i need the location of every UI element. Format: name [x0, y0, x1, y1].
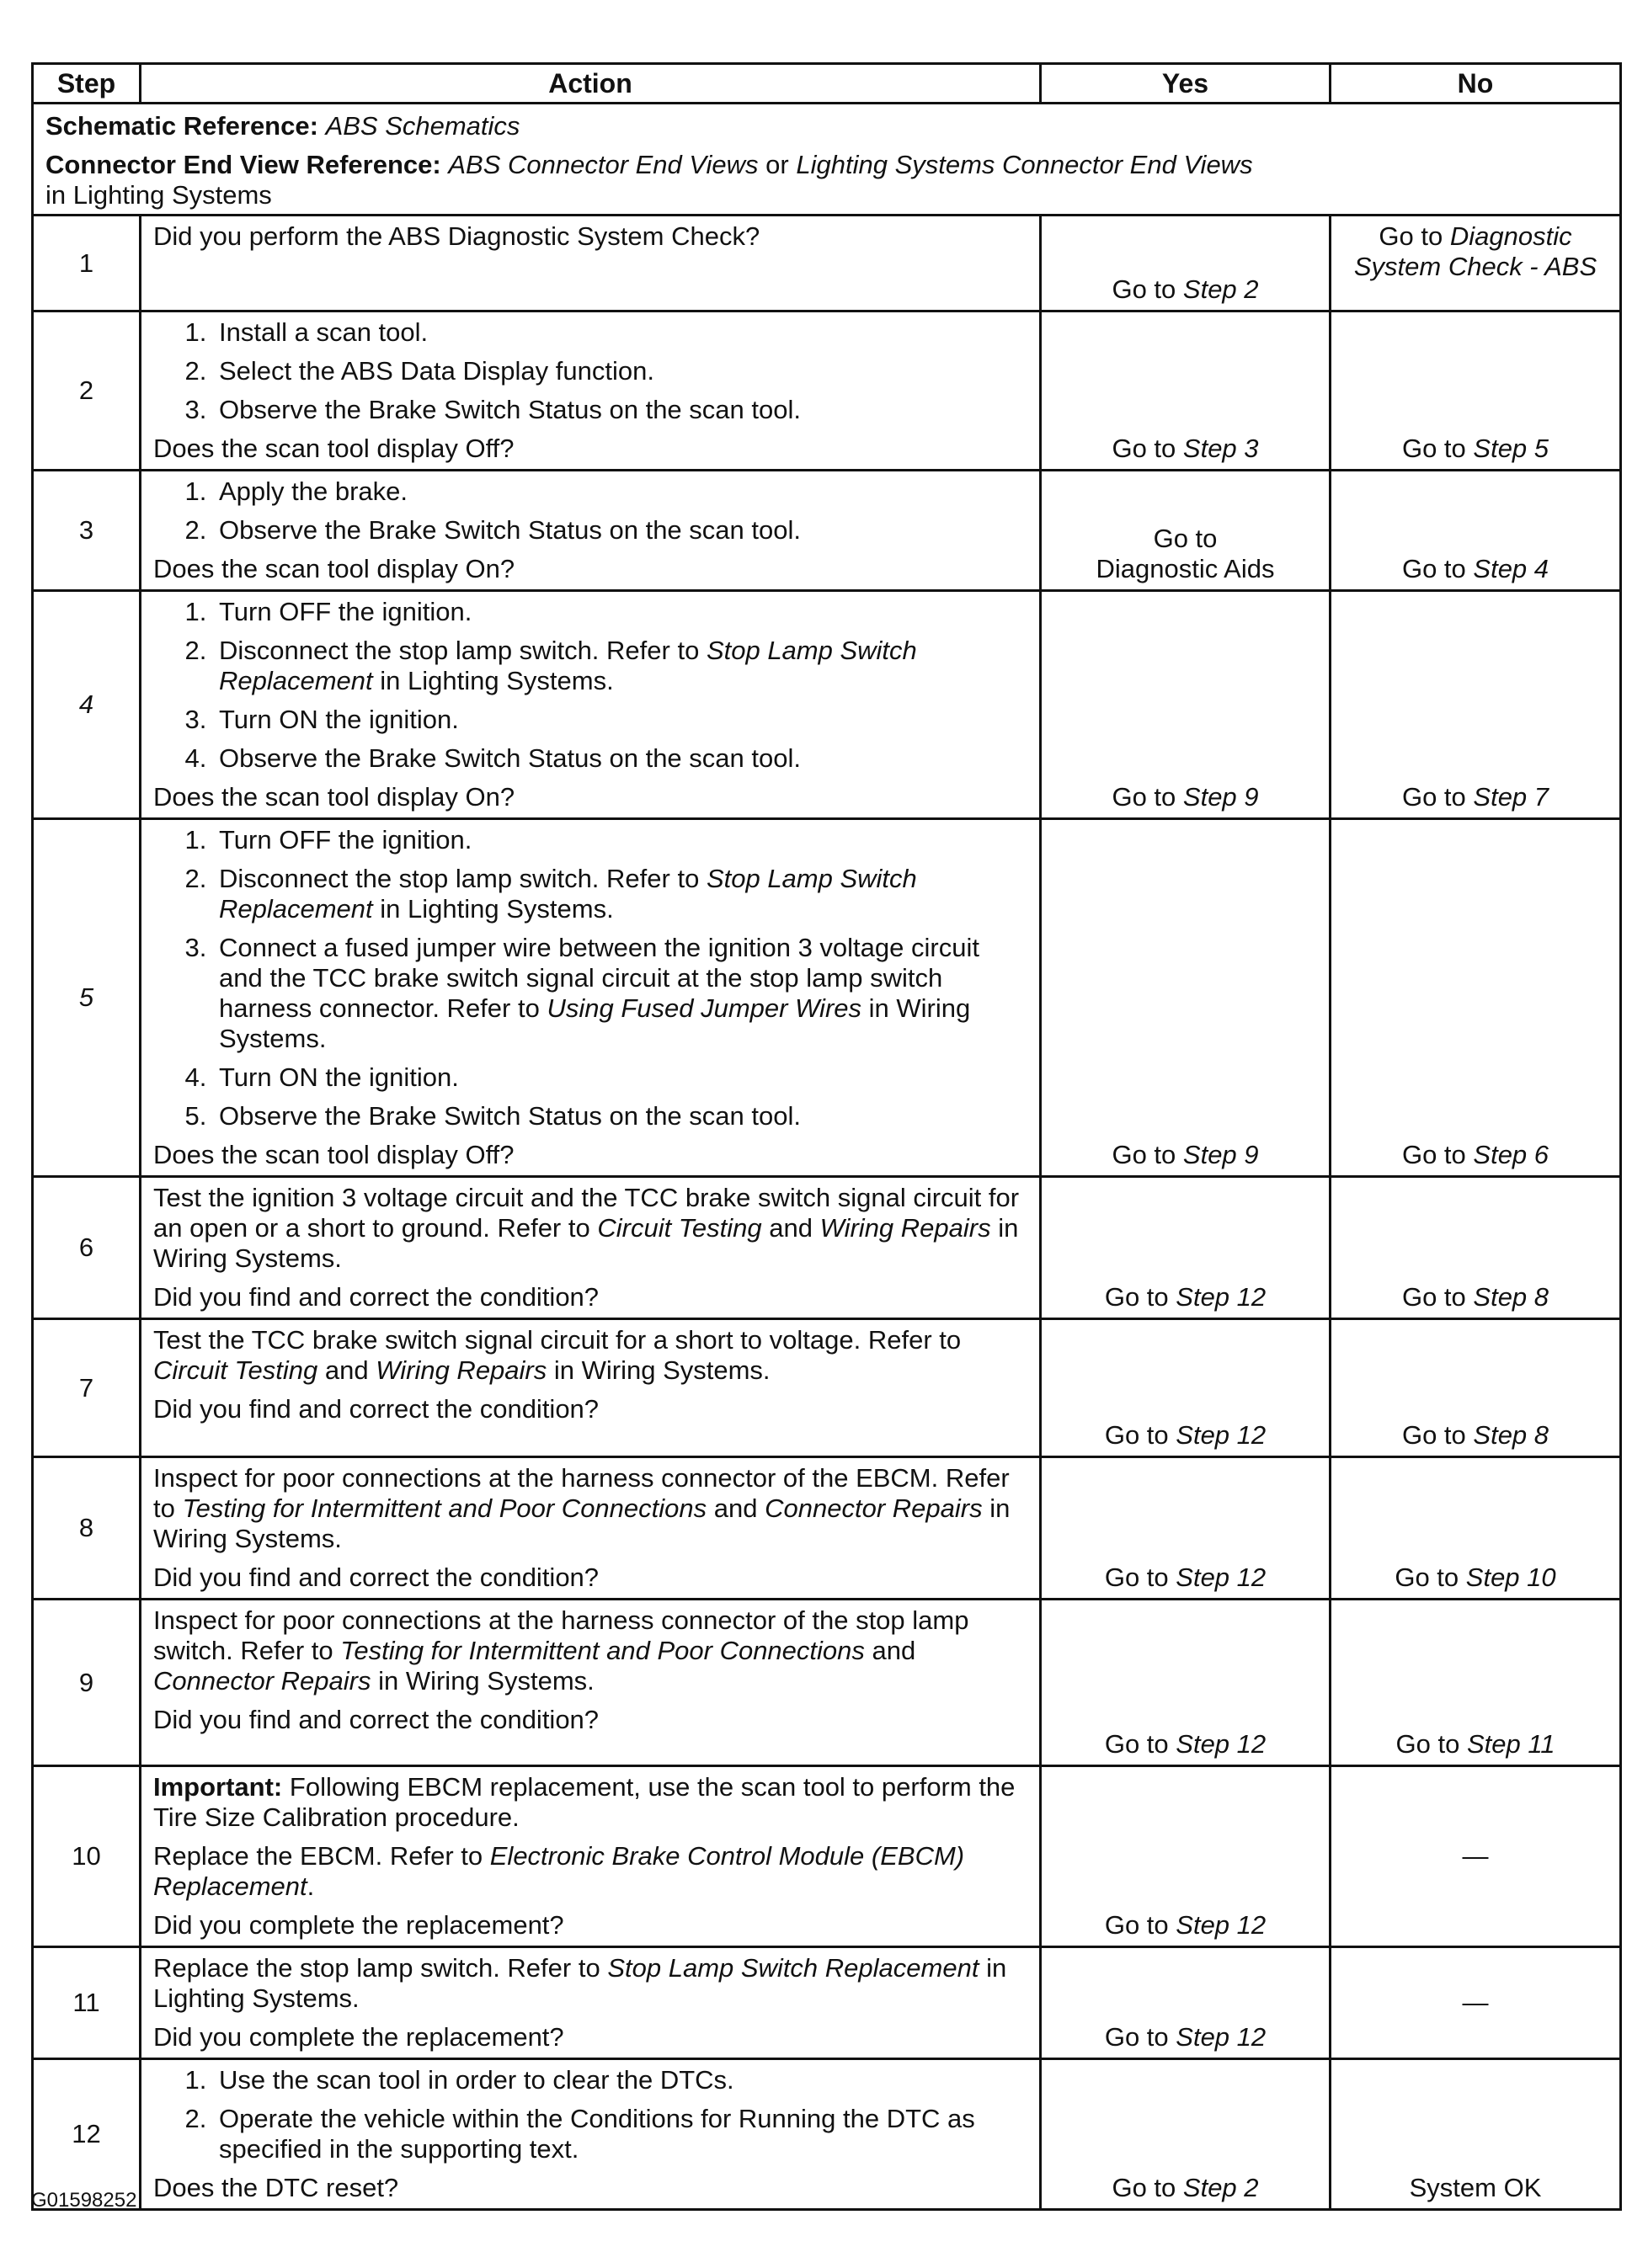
step-question: Did you find and correct the condition?	[153, 1394, 600, 1424]
action-text: Inspect for poor connections at the harness connector of the stop lamp switch. Refer to	[153, 1605, 969, 1665]
action-list	[153, 2065, 1027, 2164]
step-number: 10	[33, 1766, 141, 1947]
yes-target[interactable]: Diagnostic Aids	[1096, 554, 1275, 583]
action-list	[153, 825, 1027, 1131]
yes-prefix: Go to	[1104, 1563, 1169, 1592]
header-yes: Yes	[1041, 64, 1331, 104]
yes-target[interactable]: Step 12	[1176, 1910, 1267, 1940]
table-row	[33, 819, 1621, 1177]
action-cell	[141, 819, 1041, 1177]
yes-prefix: Go to	[1104, 1910, 1169, 1940]
yes-cell[interactable]	[1041, 1947, 1331, 2059]
step-number: 9	[33, 1600, 141, 1766]
yes-prefix: Go to	[1104, 2022, 1169, 2052]
yes-cell[interactable]	[1041, 216, 1331, 311]
action-cell	[141, 1457, 1041, 1600]
step-question: Does the DTC reset?	[153, 2173, 399, 2202]
yes-prefix: Go to	[1112, 274, 1176, 304]
action-text: in Wiring Systems.	[553, 1355, 771, 1385]
action-item: 2. Select the ABS Data Display function.	[214, 356, 1027, 386]
yes-target[interactable]: Step 3	[1182, 434, 1259, 463]
action-item: 4. Turn ON the ignition.	[214, 1062, 1027, 1093]
no-prefix: Go to	[1401, 1420, 1466, 1450]
action-text: Disconnect the stop lamp switch. Refer to	[219, 864, 700, 893]
action-item: 2. Operate the vehicle within the Conditions for Running the DTC as specified in the supporting text.	[214, 2104, 1027, 2164]
yes-cell[interactable]	[1041, 1177, 1331, 1319]
action-cell	[141, 1600, 1041, 1766]
action-cell	[141, 1319, 1041, 1457]
yes-prefix: Go to	[1104, 1282, 1169, 1312]
action-paragraph	[153, 1841, 1027, 1902]
reference-link[interactable]: Circuit Testing	[597, 1213, 762, 1243]
no-prefix: Go to	[1401, 434, 1466, 463]
step-question: Did you find and correct the condition?	[153, 1282, 600, 1312]
reference-link[interactable]: Stop Lamp Switch Replacement	[219, 864, 917, 924]
no-cell[interactable]	[1331, 471, 1621, 591]
table-row	[33, 471, 1621, 591]
no-target[interactable]: Step 4	[1473, 554, 1549, 583]
action-item: 1. Turn OFF the ignition.	[214, 597, 1027, 627]
no-cell[interactable]	[1331, 1319, 1621, 1457]
no-cell: —	[1331, 1947, 1621, 2059]
step-question: Did you find and correct the condition?	[153, 1563, 600, 1592]
table-row	[33, 591, 1621, 819]
yes-target[interactable]: Step 2	[1182, 2173, 1259, 2202]
action-text: Replace the stop lamp switch. Refer to	[153, 1953, 600, 1983]
action-list	[153, 317, 1027, 425]
yes-cell[interactable]	[1041, 819, 1331, 1177]
yes-cell[interactable]	[1041, 1319, 1331, 1457]
diagnostic-table	[31, 62, 1622, 2211]
no-target[interactable]: Step 8	[1473, 1282, 1549, 1312]
step-question: Did you complete the replacement?	[153, 1910, 564, 1940]
schematic-reference-label: Schematic Reference:	[45, 111, 318, 141]
reference-link[interactable]: Circuit Testing	[153, 1355, 318, 1385]
reference-cell	[33, 104, 1621, 216]
table-row	[33, 1600, 1621, 1766]
action-text: in Lighting Systems.	[153, 1953, 1007, 2013]
action-cell	[141, 216, 1041, 311]
connector-reference-or: or	[765, 150, 789, 179]
header-row	[33, 64, 1621, 104]
no-prefix: Go to	[1395, 1729, 1460, 1759]
reference-row	[33, 104, 1621, 216]
reference-link[interactable]: Using Fused Jumper Wires	[547, 993, 862, 1023]
step-number: 7	[33, 1319, 141, 1457]
step-number: 12	[33, 2059, 141, 2210]
table-row	[33, 311, 1621, 471]
table-row	[33, 2059, 1621, 2210]
action-cell	[141, 1177, 1041, 1319]
action-text: in Wiring Systems.	[153, 1213, 1019, 1273]
action-item: 1. Use the scan tool in order to clear the DTCs.	[214, 2065, 1027, 2095]
action-list	[153, 476, 1027, 546]
important-label: Important:	[153, 1772, 283, 1802]
step-number: 8	[33, 1457, 141, 1600]
yes-cell[interactable]	[1041, 1766, 1331, 1947]
connector-reference-link-lighting[interactable]: Lighting Systems Connector End Views	[796, 150, 1253, 179]
diagnostic-table-container	[31, 62, 1619, 2211]
reference-link[interactable]: Testing for Intermittent and Poor Connections	[340, 1636, 865, 1665]
yes-cell[interactable]	[1041, 311, 1331, 471]
connector-reference-suffix: in Lighting Systems	[45, 180, 272, 210]
reference-link[interactable]: Connector Repairs	[765, 1493, 983, 1523]
action-item	[214, 933, 1027, 1054]
action-item: 4. Observe the Brake Switch Status on the scan tool.	[214, 743, 1027, 774]
step-number: 11	[33, 1947, 141, 2059]
action-cell	[141, 311, 1041, 471]
action-text: .	[307, 1871, 315, 1901]
no-target[interactable]: Step 10	[1465, 1563, 1556, 1592]
no-target[interactable]: Step 7	[1473, 782, 1549, 812]
no-prefix: Go to	[1401, 1282, 1466, 1312]
no-cell[interactable]	[1331, 819, 1621, 1177]
no-prefix: Go to	[1395, 1563, 1459, 1592]
figure-id: G01598252	[31, 2189, 137, 2212]
step-question: Did you perform the ABS Diagnostic System Check?	[153, 221, 760, 251]
yes-target[interactable]: Step 12	[1176, 1282, 1267, 1312]
table-row	[33, 1319, 1621, 1457]
action-text: in Wiring Systems.	[153, 1493, 1011, 1553]
action-paragraph	[153, 1605, 1027, 1696]
action-text: Replace the EBCM. Refer to	[153, 1841, 483, 1871]
no-target[interactable]: Step 6	[1473, 1140, 1549, 1169]
no-cell[interactable]	[1331, 1600, 1621, 1766]
action-item	[214, 636, 1027, 696]
no-target[interactable]: Step 5	[1473, 434, 1549, 463]
reference-link[interactable]: Wiring Repairs	[376, 1355, 547, 1385]
connector-reference-link-abs[interactable]: ABS Connector End Views	[448, 150, 759, 179]
yes-prefix: Go to	[1104, 1420, 1169, 1450]
header-no: No	[1331, 64, 1621, 104]
yes-prefix: Go to	[1112, 2173, 1176, 2202]
step-number: 6	[33, 1177, 141, 1319]
action-item	[214, 864, 1027, 924]
step-question: Does the scan tool display Off?	[153, 434, 515, 463]
action-item: 5. Observe the Brake Switch Status on the scan tool.	[214, 1101, 1027, 1131]
action-text: in Lighting Systems.	[380, 894, 614, 924]
yes-target[interactable]: Step 12	[1176, 1729, 1267, 1759]
action-item: 3. Turn ON the ignition.	[214, 705, 1027, 735]
table-row	[33, 216, 1621, 311]
yes-target[interactable]: Step 2	[1182, 274, 1259, 304]
no-cell[interactable]	[1331, 1457, 1621, 1600]
reference-link[interactable]: Electronic Brake Control Module (EBCM) Replacement	[153, 1841, 965, 1901]
yes-target[interactable]: Step 12	[1176, 2022, 1267, 2052]
connector-reference-label: Connector End View Reference:	[45, 150, 441, 179]
no-cell[interactable]	[1331, 1177, 1621, 1319]
action-paragraph	[153, 1325, 1027, 1386]
action-list	[153, 597, 1027, 774]
important-note	[153, 1772, 1027, 1833]
header-step: Step	[33, 64, 141, 104]
action-item: 1. Turn OFF the ignition.	[214, 825, 1027, 855]
no-cell[interactable]	[1331, 591, 1621, 819]
yes-prefix: Go to	[1104, 1729, 1169, 1759]
step-question: Does the scan tool display On?	[153, 782, 515, 812]
yes-target[interactable]: Step 12	[1176, 1563, 1267, 1592]
action-paragraph	[153, 1953, 1027, 2014]
yes-prefix: Go to	[1112, 434, 1176, 463]
yes-cell[interactable]	[1041, 1457, 1331, 1600]
step-question: Did you find and correct the condition?	[153, 1705, 600, 1734]
schematic-reference-link[interactable]: ABS Schematics	[325, 111, 520, 141]
table-row	[33, 1457, 1621, 1600]
step-number: 2	[33, 311, 141, 471]
yes-cell[interactable]	[1041, 2059, 1331, 2210]
yes-cell[interactable]	[1041, 471, 1331, 591]
action-item: 1. Install a scan tool.	[214, 317, 1027, 348]
step-number: 1	[33, 216, 141, 311]
reference-link[interactable]: Connector Repairs	[153, 1666, 371, 1696]
yes-target[interactable]: Step 9	[1182, 782, 1259, 812]
action-text: in Lighting Systems.	[380, 666, 614, 695]
step-question: Does the scan tool display On?	[153, 554, 515, 583]
no-prefix: Go to	[1401, 782, 1466, 812]
yes-cell[interactable]	[1041, 1600, 1331, 1766]
step-number: 4	[33, 591, 141, 819]
no-target[interactable]: Diagnostic System Check - ABS	[1353, 221, 1597, 281]
action-paragraph	[153, 1183, 1027, 1274]
action-text: Test the ignition 3 voltage circuit and the TCC brake switch signal circuit for an open or a short to ground. Refer to	[153, 1183, 1020, 1243]
table-row	[33, 1766, 1621, 1947]
step-number: 3	[33, 471, 141, 591]
important-text: Following EBCM replacement, use the scan tool to perform the Tire Size Calibration procedure.	[153, 1772, 1016, 1832]
reference-link[interactable]: Stop Lamp Switch Replacement	[607, 1953, 979, 1983]
reference-link[interactable]: Testing for Intermittent and Poor Connections	[182, 1493, 707, 1523]
action-text: and	[872, 1636, 916, 1665]
action-text: Test the TCC brake switch signal circuit for a short to voltage. Refer to	[153, 1325, 962, 1355]
action-cell	[141, 1766, 1041, 1947]
action-text: and	[324, 1355, 369, 1385]
action-cell	[141, 471, 1041, 591]
yes-target[interactable]: Step 12	[1176, 1420, 1267, 1450]
action-cell	[141, 2059, 1041, 2210]
no-prefix: Go to	[1401, 1140, 1466, 1169]
step-question: Does the scan tool display Off?	[153, 1140, 515, 1169]
no-prefix: Go to	[1379, 221, 1443, 251]
action-text: Disconnect the stop lamp switch. Refer to	[219, 636, 700, 665]
reference-link[interactable]: Wiring Repairs	[819, 1213, 991, 1243]
no-cell[interactable]	[1331, 216, 1621, 311]
action-text: and	[769, 1213, 813, 1243]
yes-cell[interactable]	[1041, 591, 1331, 819]
table-row	[33, 1947, 1621, 2059]
no-target[interactable]: Step 8	[1473, 1420, 1549, 1450]
reference-link[interactable]: Stop Lamp Switch Replacement	[219, 636, 917, 695]
no-cell: System OK	[1331, 2059, 1621, 2210]
yes-prefix: Go to	[1153, 524, 1218, 553]
no-cell[interactable]	[1331, 311, 1621, 471]
action-text: Connect a fused jumper wire between the ignition 3 voltage circuit and the TCC brake switch signal circuit at the stop lamp switch harness connector. Refer to	[219, 933, 979, 1023]
action-text: Inspect for poor connections at the harness connector of the EBCM. Refer to	[153, 1463, 1010, 1523]
no-prefix: Go to	[1401, 554, 1466, 583]
yes-prefix: Go to	[1112, 1140, 1176, 1169]
no-cell: —	[1331, 1766, 1621, 1947]
action-item: 2. Observe the Brake Switch Status on the scan tool.	[214, 515, 1027, 546]
action-paragraph	[153, 1463, 1027, 1554]
action-cell	[141, 591, 1041, 819]
step-number: 5	[33, 819, 141, 1177]
action-text: in Wiring Systems.	[219, 993, 971, 1053]
action-item: 3. Observe the Brake Switch Status on the scan tool.	[214, 395, 1027, 425]
yes-prefix: Go to	[1112, 782, 1176, 812]
yes-target[interactable]: Step 9	[1182, 1140, 1259, 1169]
action-text: and	[713, 1493, 758, 1523]
action-item: 1. Apply the brake.	[214, 476, 1027, 507]
action-cell	[141, 1947, 1041, 2059]
step-question: Did you complete the replacement?	[153, 2022, 564, 2052]
header-action: Action	[141, 64, 1041, 104]
no-target[interactable]: Step 11	[1466, 1729, 1555, 1759]
action-text: in Wiring Systems.	[378, 1666, 595, 1696]
table-row	[33, 1177, 1621, 1319]
